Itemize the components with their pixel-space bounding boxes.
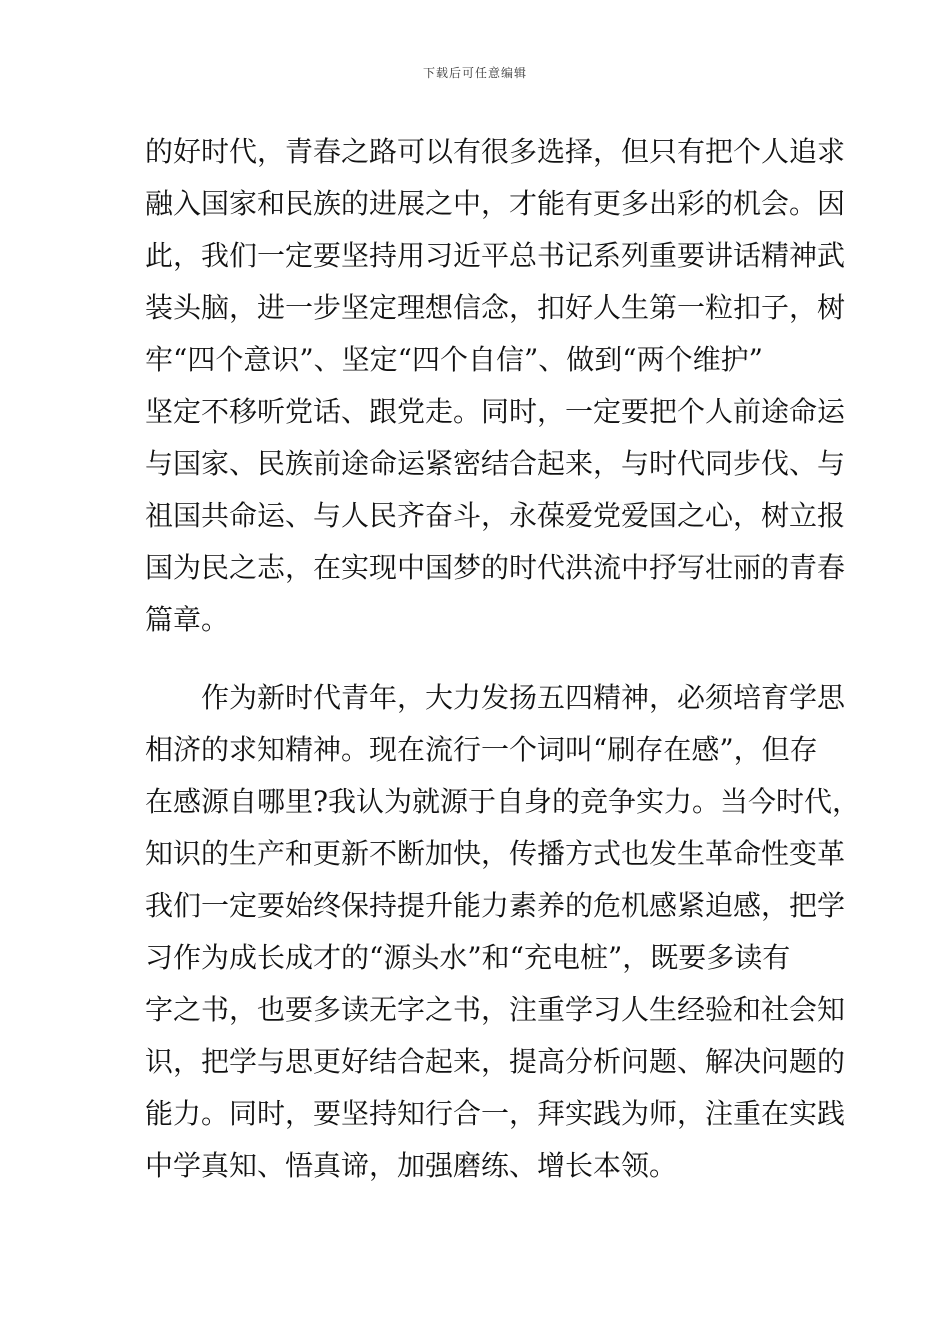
paragraph-line: 在感源自哪里?我认为就源于自身的竞争实力。当今时代， [145,785,861,818]
paragraph-line: 装头脑，进一步坚定理想信念，扣好人生第一粒扣子，树 [145,291,846,324]
paragraph-line: 相济的求知精神。现在流行一个词叫“刷存在感”，但存 [145,733,818,766]
paragraph-line: 字之书，也要多读无字之书，注重学习人生经验和社会知 [145,993,846,1026]
header-note: 下载后可任意编辑 [422,66,527,80]
paragraph-line: 与国家、民族前途命运紧密结合起来，与时代同步伐、与 [145,447,846,480]
paragraph-line: 作为新时代青年，大力发扬五四精神，必须培育学思 [201,681,846,714]
paragraph-line: 中学真知、悟真谛，加强磨练、增长本领。 [145,1149,678,1182]
paragraph-line: 祖国共命运、与人民齐奋斗，永葆爱党爱国之心，树立报 [145,499,846,532]
paragraph-line: 坚定不移听党话、跟党走。同时，一定要把个人前途命运 [145,395,846,428]
paragraph-line: 融入国家和民族的进展之中，才能有更多出彩的机会。因 [145,187,846,220]
paragraph-2 [145,672,861,1192]
paragraph-line: 我们一定要始终保持提升能力素养的危机感紧迫感，把学 [145,889,846,922]
paragraph-line: 此，我们一定要坚持用习近平总书记系列重要讲话精神武 [145,239,846,272]
paragraph-1 [145,126,846,646]
paragraph-line: 篇章。 [145,603,230,636]
paragraph-line: 的好时代，青春之路可以有很多选择，但只有把个人追求 [145,135,846,168]
paragraph-line: 能力。同时，要坚持知行合一，拜实践为师，注重在实践 [145,1097,846,1130]
paragraph-line: 知识的生产和更新不断加快，传播方式也发生革命性变革 [145,837,846,870]
paragraph-line: 国为民之志，在实现中国梦的时代洪流中抒写壮丽的青春 [145,551,846,584]
paragraph-line: 牢“四个意识”、坚定“四个自信”、做到“两个维护” [145,343,763,376]
paragraph-line: 习作为成长成才的“源头水”和“充电桩”，既要多读有 [145,941,791,974]
paragraph-line: 识，把学与思更好结合起来，提高分析问题、解决问题的 [145,1045,846,1078]
